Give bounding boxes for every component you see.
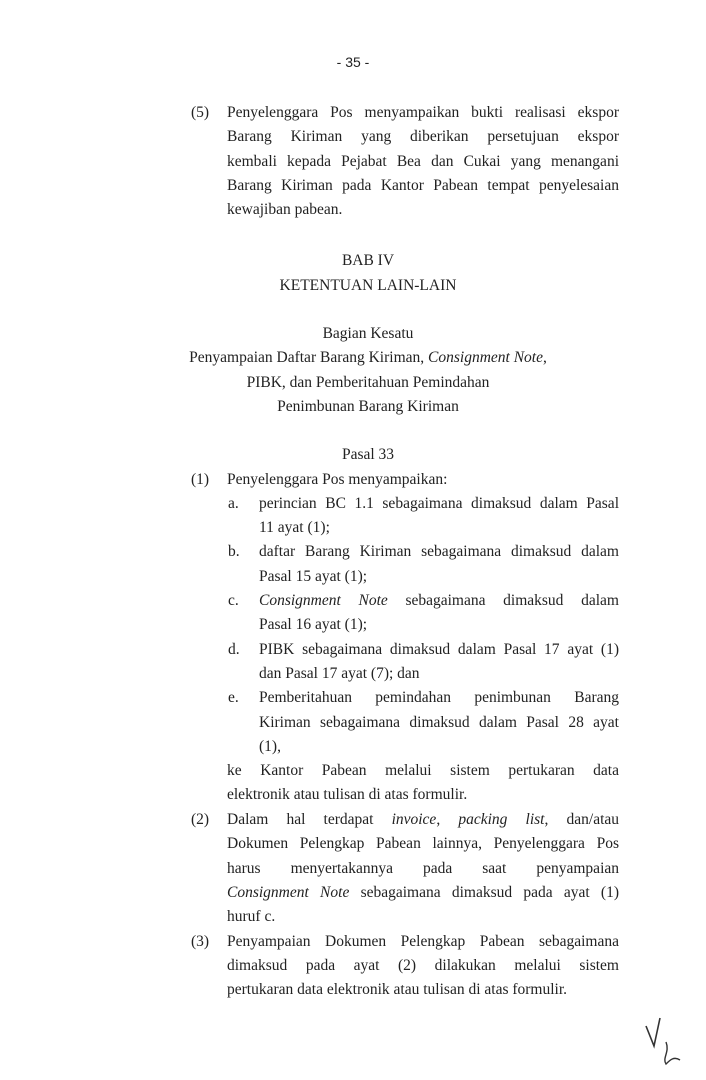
text-line (227, 125, 619, 149)
text-run: BAB IV (341, 252, 395, 270)
text-line (259, 540, 619, 564)
text-run: sebagaimana dimaksud dalam (387, 592, 619, 610)
italic-term: Consignment Note (259, 592, 388, 610)
list-item (0, 540, 706, 589)
text-run: Penyampaian Dokumen Pelengkap Pabean sebagaimana (227, 932, 619, 950)
text-line (0, 249, 706, 273)
text-line (259, 735, 619, 759)
text-run: dan Pasal 17 ayat (7); dan (259, 664, 420, 682)
paragraph-number: (1) (191, 470, 210, 488)
heading-block (0, 249, 706, 298)
text-line (259, 686, 619, 710)
page-number: - 35 - (336, 54, 370, 70)
paragraph-number: (3) (191, 932, 210, 950)
text-run: 11 ayat (1); (259, 519, 330, 537)
text-run: Penyampaian Daftar Barang Kiriman, (189, 349, 429, 367)
text-line (227, 808, 619, 832)
text-line (227, 101, 619, 125)
text-line (227, 832, 619, 856)
text-run: PIBK sebagaimana dimaksud dalam Pasal 17 ayat (1) (259, 640, 619, 658)
text-line (227, 881, 619, 905)
text-run: Pasal 16 ayat (1); (259, 616, 368, 634)
text-line (0, 395, 706, 419)
text-run: Bagian Kesatu (322, 325, 414, 343)
text-line (0, 346, 706, 370)
text-run: Dalam hal terdapat (227, 811, 392, 829)
text-line (0, 274, 706, 298)
text-run: kembali kepada Pejabat Bea dan Cukai yang menangani (227, 152, 619, 170)
text-line (259, 589, 619, 613)
text-run: harus menyertakannya pada saat penyampaian (227, 859, 619, 877)
text-run: elektronik atau tulisan di atas formulir. (227, 786, 468, 804)
item-letter: c. (228, 592, 239, 610)
text-run: , (542, 349, 547, 367)
paragraph (0, 759, 706, 808)
italic-term: invoice (391, 811, 437, 829)
text-line (259, 613, 619, 637)
text-line (259, 662, 619, 686)
paragraph (0, 101, 706, 222)
list-item (0, 686, 706, 759)
text-run: Pemberitahuan pemindahan penimbunan Barang (259, 689, 619, 707)
text-line (227, 930, 619, 954)
text-run: sebagaimana dimaksud pada ayat (1) (349, 883, 619, 901)
italic-term: Consignment Note (227, 883, 350, 901)
heading-block (0, 322, 706, 419)
heading-block (0, 443, 706, 467)
paragraph (0, 808, 706, 929)
text-run: (1), (259, 737, 281, 755)
text-run: , dan/atau (544, 811, 620, 829)
item-letter: e. (228, 689, 239, 707)
text-line (227, 783, 619, 807)
text-run: ke Kantor Pabean melalui sistem pertukaran data (227, 762, 619, 780)
text-run: Kiriman sebagaimana dimaksud dalam Pasal 28 ayat (259, 713, 619, 731)
text-line (227, 857, 619, 881)
text-run: daftar Barang Kiriman sebagaimana dimaksud dalam (259, 543, 619, 561)
text-line (227, 198, 619, 222)
text-run: KETENTUAN LAIN-LAIN (279, 276, 457, 294)
text-line (259, 516, 619, 540)
item-letter: a. (228, 494, 239, 512)
item-letter: d. (228, 640, 240, 658)
text-run: kewajiban pabean. (227, 201, 343, 219)
italic-term: packing list (458, 811, 545, 829)
handwritten-initial-icon (640, 1012, 690, 1072)
text-line (227, 468, 619, 492)
text-line (259, 492, 619, 516)
text-run: Barang Kiriman pada Kantor Pabean tempat penyelesaian (227, 176, 619, 194)
text-line (0, 443, 706, 467)
text-line (227, 978, 619, 1002)
list-item (0, 589, 706, 638)
text-run: Barang Kiriman yang diberikan persetujuan ekspor (227, 128, 619, 146)
text-run: PIBK, dan Pemberitahuan Pemindahan (246, 373, 490, 391)
item-letter: b. (228, 543, 240, 561)
text-run: Penyelenggara Pos menyampaikan: (227, 470, 448, 488)
text-line (227, 174, 619, 198)
text-run: Penimbunan Barang Kiriman (277, 397, 459, 415)
text-run: Pasal 33 (341, 446, 395, 464)
paragraph-number: (5) (191, 104, 210, 121)
text-line (227, 150, 619, 174)
text-line (259, 711, 619, 735)
text-run: Dokumen Pelengkap Pabean lainnya, Penyelenggara Pos (227, 835, 619, 853)
text-run: perincian BC 1.1 sebagaimana dimaksud dalam Pasal (259, 494, 619, 512)
text-line (227, 759, 619, 783)
text-line (227, 954, 619, 978)
list-item (0, 492, 706, 541)
paragraph (0, 930, 706, 1003)
text-run: dimaksud pada ayat (2) dilakukan melalui sistem (227, 957, 619, 975)
text-run: pertukaran data elektronik atau tulisan di atas formulir. (227, 981, 568, 999)
text-line (259, 638, 619, 662)
text-run: , (436, 811, 459, 829)
text-run: Pasal 15 ayat (1); (259, 567, 368, 585)
text-run: Penyelenggara Pos menyampaikan bukti realisasi ekspor (227, 104, 619, 121)
text-line (259, 565, 619, 589)
text-line (0, 322, 706, 346)
list-item (0, 638, 706, 687)
text-line (227, 905, 619, 929)
paragraph-number: (2) (191, 811, 210, 829)
paragraph (0, 468, 706, 492)
text-line (0, 371, 706, 395)
italic-term: Consignment Note (428, 349, 543, 367)
text-run: huruf c. (227, 908, 276, 926)
